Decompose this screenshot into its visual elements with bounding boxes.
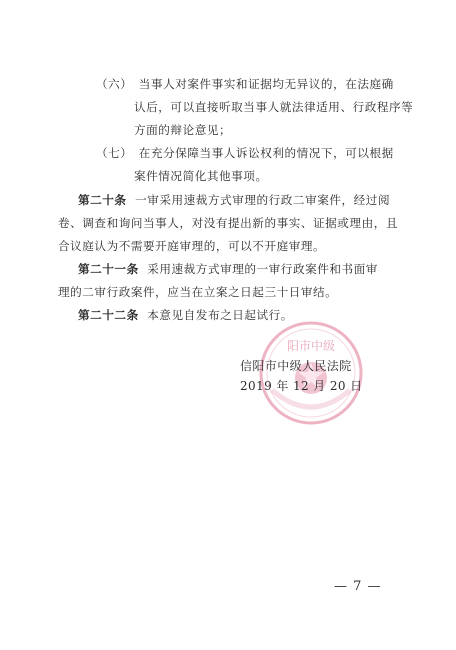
article-20-line-2: 卷、调查和询问当事人，对没有提出新的事实、证据或理由，且 [58, 216, 399, 230]
clause-7-line-2: 案件情况简化其他事项。 [134, 169, 268, 183]
seal-text: 阳市中级 [286, 339, 336, 353]
article-22-text: 本意见自发布之日起试行。 [147, 308, 293, 322]
signature-court-name: 信阳市中级人民法院 [240, 359, 352, 373]
article-20-text-1: 一审采用速裁方式审理的行政二审案件，经过阅 [135, 193, 391, 207]
article-20-title: 第二十条 [78, 193, 127, 207]
article-20-line-3: 合议庭认为不需要开庭审理的，可以不开庭审理。 [58, 239, 326, 253]
clause-6-line-2: 认后，可以直接听取当事人就法律适用、行政程序等 [134, 100, 414, 114]
article-21-line-1 [78, 261, 378, 277]
article-21-line-2: 理的二审行政案件，应当在立案之日起三十日审结。 [58, 285, 338, 299]
article-21-title: 第二十一条 [78, 262, 139, 276]
page-number: — 7 — [334, 579, 382, 594]
clause-6-line-3: 方面的辩论意见； [134, 123, 232, 137]
signature-date: 2019 年 12 月 20 日 [240, 379, 363, 393]
clause-7-line-1: （七） 在充分保障当事人诉讼权利的情况下，可以根据 [96, 146, 394, 160]
article-20-line-1 [78, 192, 390, 208]
clause-6-line-1: （六） 当事人对案件事实和证据均无异议的，在法庭确 [96, 77, 394, 91]
article-21-text-1: 采用速裁方式审理的一审行政案件和书面审 [147, 262, 378, 276]
article-22-title: 第二十二条 [78, 308, 139, 322]
